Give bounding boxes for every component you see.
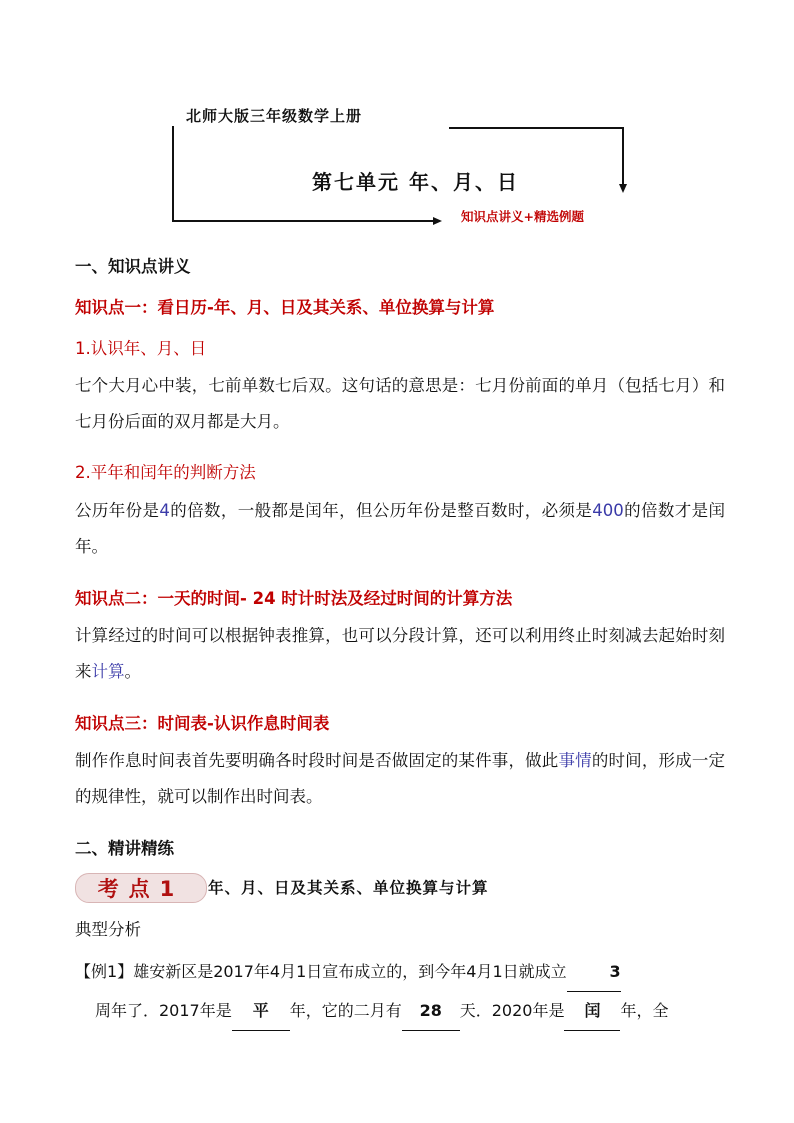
arrow-right-icon	[433, 217, 442, 225]
leap-number-400: 400	[592, 501, 624, 520]
answer-blank-2: 平	[232, 992, 290, 1031]
section1-heading: 一、知识点讲义	[75, 257, 191, 276]
example-text-4: 天．2020年是	[459, 1001, 565, 1020]
unit-title: 第七单元 年、月、日	[312, 170, 519, 194]
paragraph-timetable	[75, 743, 725, 815]
leap-number-4: 4	[159, 501, 170, 520]
example-text-3: 年，它的二月有	[289, 1001, 402, 1020]
elapsed-text-b: 计算	[91, 662, 125, 681]
example-text-2: 周年了．2017年是	[95, 1001, 232, 1020]
header-frame-bottom	[172, 220, 434, 222]
header-subtitle: 知识点讲义+精选例题	[461, 209, 584, 224]
subsection-1-text: 认识年、月、日	[90, 339, 207, 358]
subsection-1-number: 1.	[75, 339, 91, 358]
subsection-2	[75, 459, 256, 483]
paragraph-big-months: 七个大月心中装，七前单数七后双。这句话的意思是：七月份前面的单月（包括七月）和七月份后面的双月都是大月。	[75, 376, 725, 431]
knowledge-point-3-title: 知识点三：时间表-认识作息时间表	[75, 714, 330, 733]
subsection-2-number: 2.	[75, 463, 91, 482]
timetable-text-a: 制作作息时间表首先要明确各时段时间是否做固定的某件事，做此	[75, 751, 559, 770]
timetable-text-b: 事情	[558, 751, 592, 770]
exam-point-title: 年、月、日及其关系、单位换算与计算	[208, 878, 489, 897]
leap-text-b: 的倍数，一般都是闰年，但公历年份是整百数时，必须是	[169, 501, 593, 520]
answer-blank-3: 28	[402, 992, 460, 1031]
leap-text-a: 公历年份是	[75, 501, 160, 520]
example-label: 【例1】	[75, 962, 134, 981]
arrow-down-icon	[619, 184, 627, 193]
example-1	[75, 953, 735, 1031]
timetable-text-c: 的时间，形成一定的规律性，就可以制作出时间表。	[75, 751, 726, 806]
elapsed-text-c: 。	[124, 662, 141, 681]
exam-point-badge: 考点1	[75, 873, 207, 903]
section2-heading: 二、精讲精练	[75, 839, 174, 858]
header-frame-top-right	[449, 127, 623, 129]
typical-analysis-label: 典型分析	[75, 920, 141, 939]
answer-blank-4: 闰	[564, 992, 620, 1031]
leap-text-c: 的倍数才是闰年。	[75, 501, 726, 556]
subsection-1	[75, 335, 206, 359]
knowledge-point-1-title: 知识点一：看日历-年、月、日及其关系、单位换算与计算	[75, 298, 495, 317]
knowledge-point-2-title: 知识点二：一天的时间- 24 时计时法及经过时间的计算方法	[75, 589, 513, 608]
example-text-1: 雄安新区是2017年4月1日宣布成立的，到今年4月1日就成立	[133, 962, 567, 981]
book-title: 北师大版三年级数学上册	[186, 107, 363, 125]
subsection-2-text: 平年和闰年的判断方法	[90, 463, 256, 482]
answer-blank-1: 3	[567, 953, 621, 992]
elapsed-text-a: 计算经过的时间可以根据钟表推算，也可以分段计算，还可以利用终止时刻减去起始时刻来	[75, 626, 725, 681]
paragraph-leap-year	[75, 493, 725, 565]
example-text-5: 年，全	[620, 1001, 669, 1020]
header-frame-right	[622, 127, 624, 185]
header-frame-left	[172, 126, 174, 222]
paragraph-elapsed-time	[75, 618, 725, 690]
